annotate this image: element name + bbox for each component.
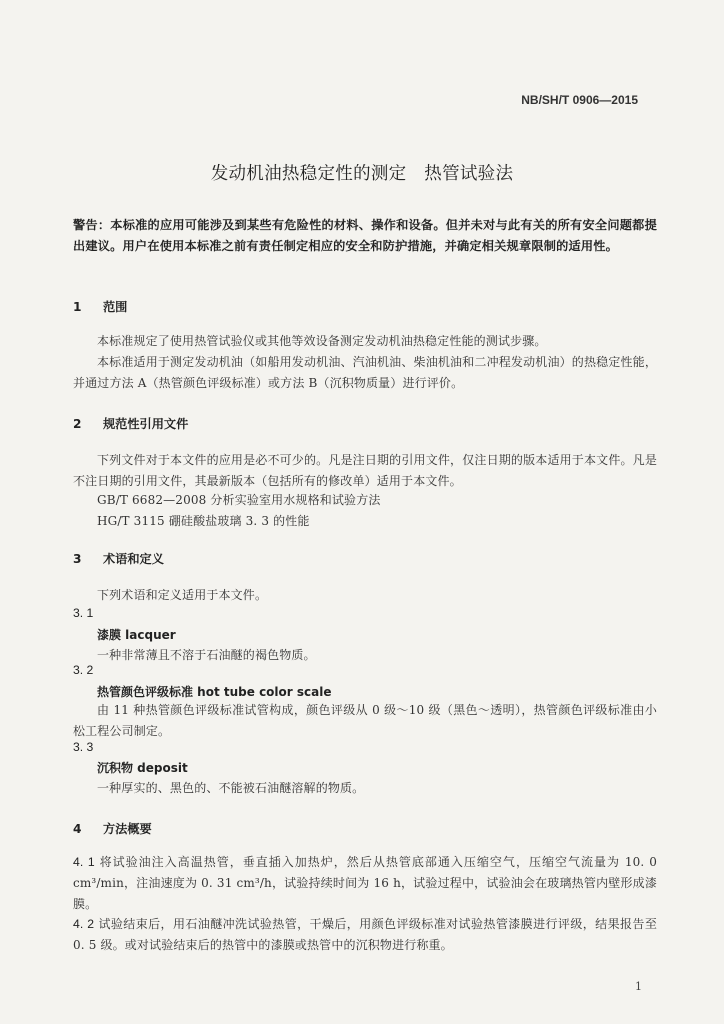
term-number: 3. 1 (73, 606, 94, 620)
document-title: 发动机油热稳定性的测定 热管试验法 (210, 164, 514, 184)
term-definition: 一种非常薄且不溶于石油醚的褐色物质。 (97, 648, 316, 662)
section-title: 范围 (103, 300, 128, 314)
section-1-paragraph-1: 本标准规定了使用热管试验仪或其他等效设备测定发动机油热稳定性能的测试步骤。 (97, 334, 547, 348)
section-4-heading (73, 820, 152, 837)
term-name: 沉积物 deposit (97, 761, 188, 775)
clause-number: 4. 2 (73, 917, 95, 931)
term-number: 3. 2 (73, 663, 94, 677)
section-4-paragraph-1 (73, 852, 657, 915)
section-title: 术语和定义 (103, 552, 164, 566)
section-2-heading (73, 415, 188, 432)
term-definition: 由 11 种热管颜色评级标准试管构成，颜色评级从 0 级～10 级（黑色～透明），热管颜色评级标准由小松工程公司制定。 (73, 703, 657, 738)
section-title: 规范性引用文件 (103, 417, 189, 431)
section-title: 方法概要 (103, 822, 152, 836)
section-3-heading (73, 550, 164, 567)
warning-paragraph: 警告：本标准的应用可能涉及到某些有危险性的材料、操作和设备。但并未对与此有关的所有安全问题都提出建议。用户在使用本标准之前有责任制定相应的安全和防护措施，并确定相关规章限制的适用性。 (73, 218, 657, 253)
reference-item: GB/T 6682—2008 分析实验室用水规格和试验方法 (97, 493, 381, 507)
section-2-paragraph-1: 下列文件对于本文件的应用是必不可少的。凡是注日期的引用文件，仅注日期的版本适用于本文件。凡是不注日期的引用文件，其最新版本（包括所有的修改单）适用于本文件。 (73, 453, 657, 488)
reference-item: HG/T 3115 硼硅酸盐玻璃 3. 3 的性能 (97, 514, 310, 528)
term-name: 热管颜色评级标准 hot tube color scale (97, 685, 332, 699)
section-4-paragraph-2 (73, 914, 657, 956)
section-3-intro: 下列术语和定义适用于本文件。 (97, 588, 268, 602)
clause-text: 将试验油注入高温热管，垂直插入加热炉，然后从热管底部通入压缩空气，压缩空气流量为 10. 0 cm³/min，注油速度为 0. 31 cm³/h，试验持续时间为 16 h，试验过程中，试验油会在玻璃热管内壁形成漆膜。 (73, 855, 657, 911)
standard-code: NB/SH/T 0906—2015 (521, 93, 638, 107)
section-number: 2 (73, 417, 82, 431)
section-1-paragraph-2: 本标准适用于测定发动机油（如船用发动机油、汽油机油、柴油机油和二冲程发动机油）的热稳定性能，并通过方法 A（热管颜色评级标准）或方法 B（沉积物质量）进行评价。 (73, 355, 657, 390)
section-1-heading (73, 298, 127, 315)
term-number: 3. 3 (73, 740, 94, 754)
section-number: 3 (73, 552, 82, 566)
section-number: 1 (73, 300, 82, 314)
clause-text: 试验结束后，用石油醚冲洗试验热管，干燥后，用颜色评级标准对试验热管漆膜进行评级，结果报告至 0. 5 级。或对试验结束后的热管中的漆膜或热管中的沉积物进行称重。 (73, 917, 657, 952)
page-number: 1 (635, 980, 642, 993)
term-definition: 一种厚实的、黑色的、不能被石油醚溶解的物质。 (97, 781, 365, 795)
term-name: 漆膜 lacquer (97, 628, 176, 642)
section-number: 4 (73, 822, 82, 836)
clause-number: 4. 1 (73, 855, 95, 869)
